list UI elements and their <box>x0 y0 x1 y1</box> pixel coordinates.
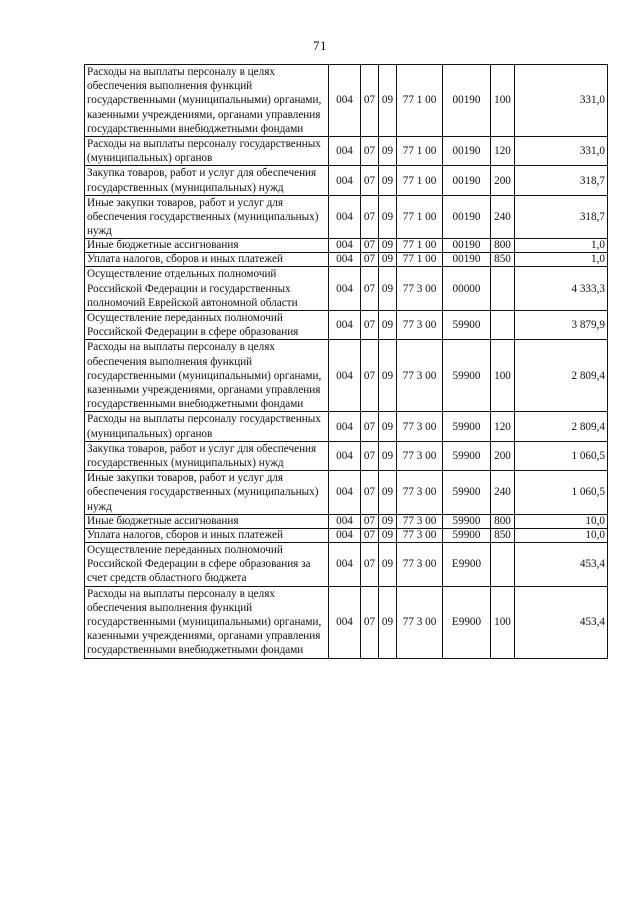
subsection-code: 09 <box>379 253 397 267</box>
row-name: Осуществление переданных полномочий Российской Федерации в сфере образования <box>85 311 329 340</box>
table-row <box>85 471 608 515</box>
row-name: Осуществление переданных полномочий Российской Федерации в сфере образования за счет средств областного бюджета <box>85 542 329 586</box>
table-row <box>85 340 608 412</box>
row-name: Расходы на выплаты персоналу в целях обеспечения выполнения функций государственными (муниципальными) органами, казенными учреждениями, органами управления государственными внебюджетными фондами <box>85 340 329 412</box>
table-row <box>85 311 608 340</box>
expense-type-code: 850 <box>491 528 515 542</box>
amount: 318,7 <box>515 195 608 239</box>
table-row <box>85 137 608 166</box>
direction-code: 00190 <box>443 65 491 137</box>
amount: 453,4 <box>515 586 608 658</box>
ministry-code: 004 <box>329 412 361 441</box>
row-name: Уплата налогов, сборов и иных платежей <box>85 528 329 542</box>
section-code: 07 <box>361 65 379 137</box>
row-name: Расходы на выплаты персоналу в целях обеспечения выполнения функций государственными (муниципальными) органами, казенными учреждениями, органами управления государственными внебюджетными фондами <box>85 586 329 658</box>
ministry-code: 004 <box>329 166 361 195</box>
row-name: Закупка товаров, работ и услуг для обеспечения государственных (муниципальных) нужд <box>85 441 329 470</box>
ministry-code: 004 <box>329 239 361 253</box>
subsection-code: 09 <box>379 166 397 195</box>
row-name: Расходы на выплаты персоналу государственных (муниципальных) органов <box>85 412 329 441</box>
section-code: 07 <box>361 137 379 166</box>
subsection-code: 09 <box>379 311 397 340</box>
program-code: 77 3 00 <box>397 586 443 658</box>
section-code: 07 <box>361 340 379 412</box>
table-row <box>85 166 608 195</box>
table-row <box>85 195 608 239</box>
program-code: 77 1 00 <box>397 166 443 195</box>
section-code: 07 <box>361 542 379 586</box>
subsection-code: 09 <box>379 65 397 137</box>
expense-type-code: 100 <box>491 586 515 658</box>
amount: 331,0 <box>515 137 608 166</box>
program-code: 77 3 00 <box>397 471 443 515</box>
ministry-code: 004 <box>329 542 361 586</box>
ministry-code: 004 <box>329 195 361 239</box>
direction-code: 59900 <box>443 340 491 412</box>
program-code: 77 1 00 <box>397 137 443 166</box>
subsection-code: 09 <box>379 441 397 470</box>
subsection-code: 09 <box>379 239 397 253</box>
amount: 453,4 <box>515 542 608 586</box>
direction-code: 59900 <box>443 412 491 441</box>
section-code: 07 <box>361 528 379 542</box>
program-code: 77 1 00 <box>397 253 443 267</box>
amount: 10,0 <box>515 528 608 542</box>
direction-code: 59900 <box>443 311 491 340</box>
section-code: 07 <box>361 253 379 267</box>
budget-table-body <box>85 65 608 659</box>
row-name: Закупка товаров, работ и услуг для обеспечения государственных (муниципальных) нужд <box>85 166 329 195</box>
expense-type-code: 850 <box>491 253 515 267</box>
direction-code: Е9900 <box>443 586 491 658</box>
section-code: 07 <box>361 441 379 470</box>
ministry-code: 004 <box>329 514 361 528</box>
row-name: Расходы на выплаты персоналу государственных (муниципальных) органов <box>85 137 329 166</box>
table-row <box>85 586 608 658</box>
row-name: Иные бюджетные ассигнования <box>85 514 329 528</box>
subsection-code: 09 <box>379 586 397 658</box>
section-code: 07 <box>361 514 379 528</box>
subsection-code: 09 <box>379 267 397 311</box>
direction-code: 59900 <box>443 471 491 515</box>
expense-type-code <box>491 267 515 311</box>
subsection-code: 09 <box>379 471 397 515</box>
subsection-code: 09 <box>379 340 397 412</box>
expense-type-code: 240 <box>491 471 515 515</box>
expense-type-code: 100 <box>491 340 515 412</box>
ministry-code: 004 <box>329 267 361 311</box>
expense-type-code: 200 <box>491 166 515 195</box>
row-name: Осуществление отдельных полномочий Российской Федерации и государственных полномочий Еврейской автономной области <box>85 267 329 311</box>
expense-type-code: 800 <box>491 514 515 528</box>
direction-code: Е9900 <box>443 542 491 586</box>
ministry-code: 004 <box>329 253 361 267</box>
row-name: Уплата налогов, сборов и иных платежей <box>85 253 329 267</box>
row-name: Иные бюджетные ассигнования <box>85 239 329 253</box>
section-code: 07 <box>361 195 379 239</box>
expense-type-code: 200 <box>491 441 515 470</box>
program-code: 77 1 00 <box>397 239 443 253</box>
ministry-code: 004 <box>329 311 361 340</box>
expense-type-code <box>491 542 515 586</box>
budget-table <box>84 64 608 659</box>
section-code: 07 <box>361 166 379 195</box>
table-row <box>85 239 608 253</box>
amount: 3 879,9 <box>515 311 608 340</box>
subsection-code: 09 <box>379 412 397 441</box>
direction-code: 00190 <box>443 166 491 195</box>
table-row <box>85 412 608 441</box>
expense-type-code: 800 <box>491 239 515 253</box>
program-code: 77 3 00 <box>397 412 443 441</box>
expense-type-code: 120 <box>491 137 515 166</box>
amount: 318,7 <box>515 166 608 195</box>
ministry-code: 004 <box>329 340 361 412</box>
amount: 1 060,5 <box>515 471 608 515</box>
row-name: Расходы на выплаты персоналу в целях обеспечения выполнения функций государственными (муниципальными) органами, казенными учреждениями, органами управления государственными внебюджетными фондами <box>85 65 329 137</box>
amount: 1 060,5 <box>515 441 608 470</box>
direction-code: 59900 <box>443 514 491 528</box>
ministry-code: 004 <box>329 586 361 658</box>
section-code: 07 <box>361 311 379 340</box>
row-name: Иные закупки товаров, работ и услуг для обеспечения государственных (муниципальных) нужд <box>85 195 329 239</box>
ministry-code: 004 <box>329 65 361 137</box>
section-code: 07 <box>361 267 379 311</box>
direction-code: 00190 <box>443 137 491 166</box>
amount: 2 809,4 <box>515 412 608 441</box>
subsection-code: 09 <box>379 195 397 239</box>
program-code: 77 1 00 <box>397 65 443 137</box>
program-code: 77 3 00 <box>397 514 443 528</box>
page-number: 71 <box>313 38 327 53</box>
direction-code: 00190 <box>443 195 491 239</box>
ministry-code: 004 <box>329 441 361 470</box>
program-code: 77 3 00 <box>397 528 443 542</box>
ministry-code: 004 <box>329 471 361 515</box>
ministry-code: 004 <box>329 137 361 166</box>
direction-code: 00190 <box>443 239 491 253</box>
amount: 1,0 <box>515 253 608 267</box>
table-row <box>85 65 608 137</box>
subsection-code: 09 <box>379 528 397 542</box>
row-name: Иные закупки товаров, работ и услуг для обеспечения государственных (муниципальных) нужд <box>85 471 329 515</box>
section-code: 07 <box>361 239 379 253</box>
direction-code: 00190 <box>443 253 491 267</box>
subsection-code: 09 <box>379 137 397 166</box>
expense-type-code <box>491 311 515 340</box>
expense-type-code: 120 <box>491 412 515 441</box>
section-code: 07 <box>361 471 379 515</box>
expense-type-code: 100 <box>491 65 515 137</box>
amount: 10,0 <box>515 514 608 528</box>
program-code: 77 3 00 <box>397 311 443 340</box>
program-code: 77 3 00 <box>397 542 443 586</box>
direction-code: 00000 <box>443 267 491 311</box>
subsection-code: 09 <box>379 514 397 528</box>
expense-type-code: 240 <box>491 195 515 239</box>
table-row <box>85 514 608 528</box>
table-row <box>85 542 608 586</box>
program-code: 77 1 00 <box>397 195 443 239</box>
amount: 4 333,3 <box>515 267 608 311</box>
amount: 331,0 <box>515 65 608 137</box>
program-code: 77 3 00 <box>397 267 443 311</box>
table-row <box>85 441 608 470</box>
program-code: 77 3 00 <box>397 340 443 412</box>
program-code: 77 3 00 <box>397 441 443 470</box>
direction-code: 59900 <box>443 528 491 542</box>
section-code: 07 <box>361 586 379 658</box>
section-code: 07 <box>361 412 379 441</box>
amount: 2 809,4 <box>515 340 608 412</box>
table-row <box>85 528 608 542</box>
ministry-code: 004 <box>329 528 361 542</box>
table-row <box>85 267 608 311</box>
direction-code: 59900 <box>443 441 491 470</box>
amount: 1,0 <box>515 239 608 253</box>
subsection-code: 09 <box>379 542 397 586</box>
table-row <box>85 253 608 267</box>
